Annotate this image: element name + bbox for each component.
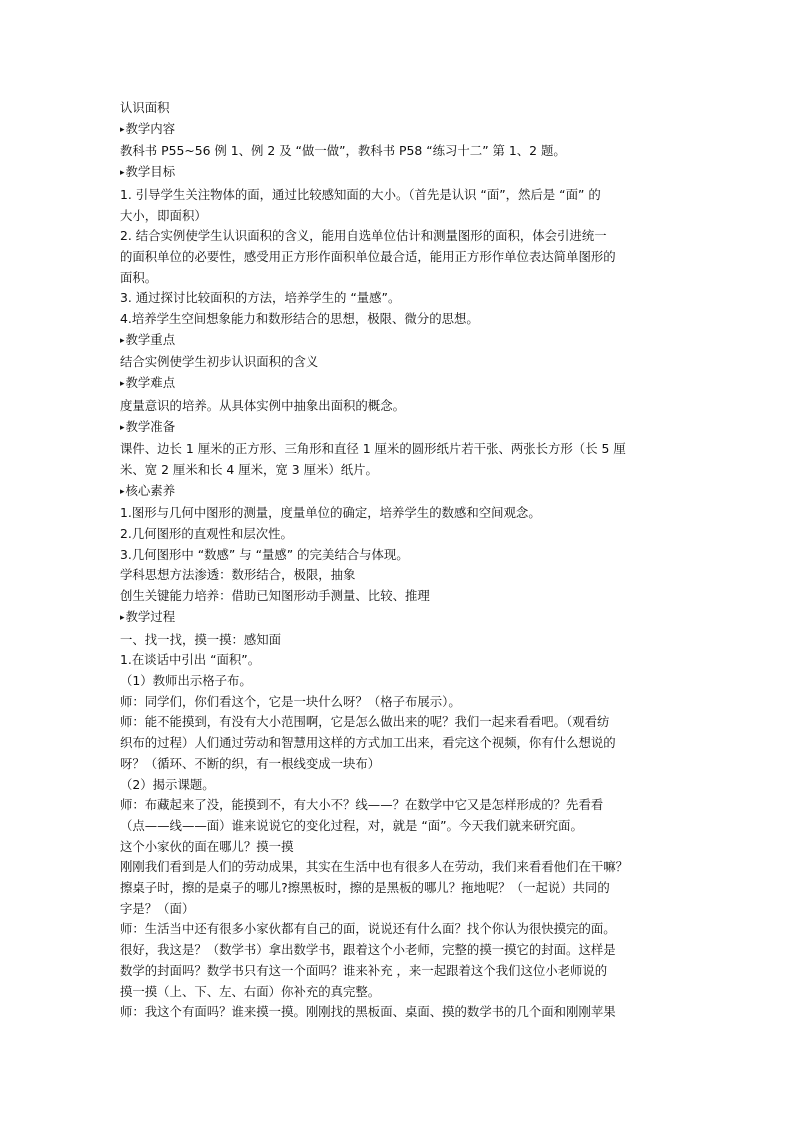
text-line: 面积。 — [120, 269, 158, 285]
text-line: 擦桌子时，擦的是桌子的哪儿?擦黑板时，擦的是黑板的哪儿？拖地呢？（一起说）共同的 — [120, 880, 610, 896]
section-heading: ▸ 教学准备 — [120, 417, 680, 440]
text-line: 2.几何图形的直观性和层次性。 — [120, 526, 293, 542]
text-line: 2. 结合实例使学生认识面积的含义，能用自选单位估计和测量图形的面积，体会引进统一 — [120, 228, 607, 244]
section-heading: ▸ 教学重点 — [120, 330, 680, 353]
text-line: 教科书 P55~56 例 1、例 2 及 “做一做”，教科书 P58 “练习十二” 第 1、2 题。 — [120, 143, 566, 159]
text-line: 米、宽 2 厘米和长 4 厘米，宽 3 厘米）纸片。 — [120, 461, 378, 477]
text-line: 很好，我这是？（数学书）拿出数学书，跟着这个小老师，完整的摸一摸它的封面。这样是 — [120, 942, 616, 958]
text-line: 学科思想方法渗透：数形结合，极限，抽象 — [120, 567, 356, 583]
text-line: 这个小家伙的面在哪儿？摸一摸 — [120, 838, 294, 854]
section-heading: ▸ 教学内容 — [120, 119, 680, 142]
section-heading: ▸ 教学难点 — [120, 373, 680, 396]
section-heading: ▸ 核心素养 — [120, 481, 680, 504]
text-line: 师：生活当中还有很多小家伙都有自己的面，说说还有什么面？找个你认为很快摸完的面。 — [120, 921, 616, 937]
text-line: 字是？（面） — [120, 900, 195, 916]
text-line: 3.几何图形中 “数感” 与 “量感” 的完美结合与体现。 — [120, 546, 409, 562]
text-line: 师：同学们，你们看这个，它是一块什么呀？（格子布展示）。 — [120, 693, 461, 709]
text-line: 摸一摸（上、下、左、右面）你补充的真完整。 — [120, 983, 381, 999]
document-lines — [120, 98, 680, 1023]
document-body — [120, 98, 680, 1023]
text-line: 度量意识的培养。从具体实例中抽象出面积的概念。 — [120, 397, 405, 413]
text-line: 大小，即面积） — [120, 207, 207, 223]
text-line: 1. 引导学生关注物体的面，通过比较感知面的大小。（首先是认识 “面”，然后是 “面” 的 — [120, 186, 601, 202]
text-line: （1）教师出示格子布。 — [120, 672, 252, 688]
text-line: 创生关键能力培养：借助已知图形动手测量、比较、推理 — [120, 588, 430, 604]
text-line: （2）揭示课题。 — [120, 776, 215, 792]
text-line: 呀？（循环、不断的织，有一根线变成一块布） — [120, 755, 381, 771]
text-line: 3. 通过探讨比较面积的方法，培养学生的 “量感”。 — [120, 290, 401, 306]
text-line: 师：能不能摸到，有没有大小范围啊，它是怎么做出来的呢？我们一起来看看吧。（观看纺 — [120, 714, 610, 730]
text-line: 结合实例使学生初步认识面积的含义 — [120, 354, 319, 370]
text-line: 4.培养学生空间想象能力和数形结合的思想，极限、微分的思想。 — [120, 311, 479, 327]
text-line: 1.图形与几何中图形的测量，度量单位的确定，培养学生的数感和空间观念。 — [120, 505, 541, 521]
text-line: （点——线——面）谁来说说它的变化过程，对，就是 “面”。今天我们就来研究面。 — [120, 817, 583, 833]
text-line: 的面积单位的必要性，感受用正方形作面积单位最合适，能用正方形作单位表达简单图形的 — [120, 248, 616, 264]
text-line: 课件、边长 1 厘米的正方形、三角形和直径 1 厘米的圆形纸片若干张、两张长方形（长 5 厘 — [120, 441, 626, 457]
text-line: 1.在谈话中引出 “面积”。 — [120, 652, 261, 668]
text-line: 数学的封面吗？数学书只有这一个面吗？谁来补充 ，来一起跟着这个我们这位小老师说的 — [120, 962, 608, 978]
section-heading: ▸ 教学目标 — [120, 162, 680, 185]
text-line: 刚刚我们看到是人们的劳动成果，其实在生活中也有很多人在劳动，我们来看看他们在干嘛？ — [120, 859, 629, 875]
text-line: 师：布藏起来了没，能摸到不，有大小不？线——？在数学中它又是怎样形成的？先看看 — [120, 797, 604, 813]
text-line: 织布的过程）人们通过劳动和智慧用这样的方式加工出来，看完这个视频，你有什么想说的 — [120, 735, 616, 751]
document-title: 认识面积 — [120, 100, 170, 115]
section-heading: ▸ 教学过程 — [120, 607, 680, 630]
text-line: 师：我这个有面吗？谁来摸一摸。刚刚找的黑板面、桌面、摸的数学书的几个面和刚刚苹果 — [120, 1004, 616, 1020]
text-line: 一、找一找，摸一摸：感知面 — [120, 631, 282, 647]
